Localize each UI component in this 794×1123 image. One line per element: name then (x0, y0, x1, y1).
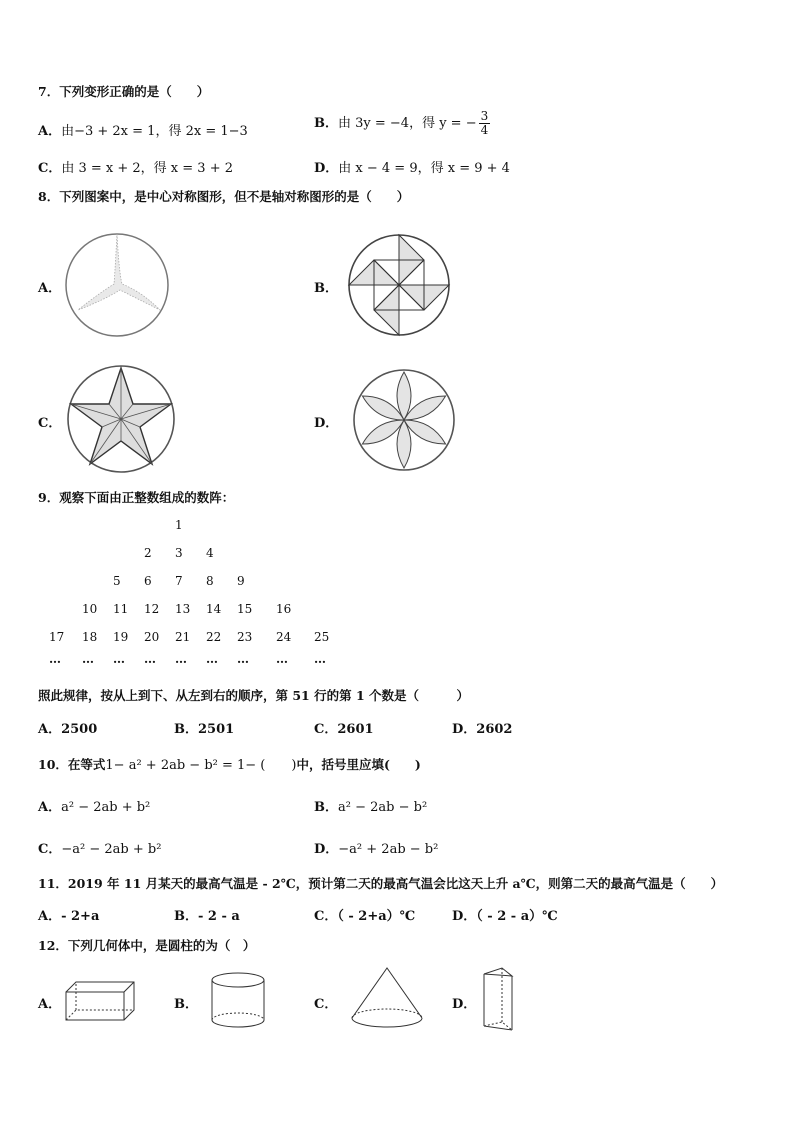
matrix-cell: 20 (144, 630, 160, 644)
q9-option-d[interactable]: D．2602 (452, 722, 513, 737)
six-petal-flower-in-circle-icon[interactable] (352, 368, 456, 472)
matrix-cell: 6 (144, 574, 152, 588)
matrix-cell: 8 (206, 574, 214, 588)
q10-stem: 10．在等式1− a² + 2ab − b² = 1− ( )中，括号里应填( ) (38, 757, 421, 773)
q10-option-c[interactable]: C．−a² − 2ab + b² (38, 842, 162, 857)
matrix-cell: … (144, 652, 156, 666)
q12-option-a-label[interactable]: A． (38, 997, 62, 1012)
cylinder-icon[interactable] (210, 972, 266, 1030)
q11-stem: 11．2019 年 11 月某天的最高气温是 - 2℃，预计第二天的最高气温会比这天上升 a℃，则第二天的最高气温是（ ） (38, 876, 724, 891)
triangular-prism-icon[interactable] (480, 966, 516, 1034)
rectangular-prism-icon[interactable] (64, 980, 136, 1022)
matrix-cell: 1 (175, 518, 183, 532)
q11-option-d[interactable]: D．（ - 2 - a）℃ (452, 909, 558, 924)
matrix-cell: 21 (175, 630, 191, 644)
matrix-cell: … (175, 652, 187, 666)
q7-option-a[interactable]: A．由−3 + 2x = 1，得 2x = 1−3 (38, 124, 248, 139)
matrix-cell: … (314, 652, 326, 666)
fraction: $\frac{3}{4}$ (480, 109, 489, 137)
matrix-cell: … (82, 652, 94, 666)
q11-option-b[interactable]: B．- 2 - a (174, 909, 240, 924)
q7-option-c[interactable]: C．由 3 = x + 2，得 x = 3 + 2 (38, 161, 234, 176)
matrix-cell: 2 (144, 546, 152, 560)
matrix-cell: … (237, 652, 249, 666)
q12-stem: 12．下列几何体中，是圆柱的为（ ） (38, 938, 256, 953)
q9-stem: 9．观察下面由正整数组成的数阵： (38, 490, 235, 505)
q9-question: 照此规律，按从上到下、从左到右的顺序，第 51 行的第 1 个数是（ ） (38, 688, 470, 703)
matrix-cell: 13 (175, 602, 191, 616)
q7-stem: 7．下列变形正确的是（ ） (38, 84, 210, 99)
matrix-cell: 5 (113, 574, 121, 588)
q8-option-d-label[interactable]: D． (314, 416, 339, 431)
q7-option-d[interactable]: D．由 x − 4 = 9，得 x = 9 + 4 (314, 161, 510, 176)
q12-option-c-label[interactable]: C． (314, 997, 338, 1012)
matrix-cell: 25 (314, 630, 330, 644)
pinwheel-in-circle-icon[interactable] (346, 232, 452, 338)
q9-option-c[interactable]: C．2601 (314, 722, 374, 737)
q10-option-b[interactable]: B．a² − 2ab − b² (314, 800, 428, 815)
matrix-cell: … (206, 652, 218, 666)
matrix-cell: 11 (113, 602, 129, 616)
three-blade-star-in-circle-icon[interactable] (64, 232, 170, 338)
matrix-cell: 22 (206, 630, 222, 644)
matrix-cell: 19 (113, 630, 129, 644)
q10-option-a[interactable]: A．a² − 2ab + b² (38, 800, 151, 815)
q12-option-b-label[interactable]: B． (174, 997, 198, 1012)
q8-option-c-label[interactable]: C． (38, 416, 62, 431)
q9-option-b[interactable]: B．2501 (174, 722, 235, 737)
matrix-cell: 14 (206, 602, 222, 616)
q11-option-a[interactable]: A．- 2+a (38, 909, 100, 924)
five-point-star-in-circle-icon[interactable] (66, 364, 176, 474)
matrix-cell: 15 (237, 602, 253, 616)
matrix-cell: 10 (82, 602, 98, 616)
q12-option-d-label[interactable]: D． (452, 997, 477, 1012)
matrix-cell: 12 (144, 602, 160, 616)
matrix-cell: 16 (276, 602, 292, 616)
matrix-cell: 7 (175, 574, 183, 588)
q8-stem: 8．下列图案中，是中心对称图形，但不是轴对称图形的是（ ） (38, 189, 410, 204)
matrix-cell: 23 (237, 630, 253, 644)
matrix-cell: 3 (175, 546, 183, 560)
q11-option-c[interactable]: C．（ - 2+a）℃ (314, 909, 416, 924)
q7-option-b[interactable]: B．由 3y = −4，得 y = − $\frac{3}{4}$ (314, 109, 489, 137)
q8-option-a-label[interactable]: A． (38, 281, 62, 296)
matrix-cell: 9 (237, 574, 245, 588)
matrix-cell: 17 (49, 630, 65, 644)
matrix-cell: … (49, 652, 61, 666)
matrix-cell: 24 (276, 630, 292, 644)
q8-option-b-label[interactable]: B． (314, 281, 338, 296)
matrix-cell: … (113, 652, 125, 666)
matrix-cell: 4 (206, 546, 214, 560)
matrix-cell: 18 (82, 630, 98, 644)
q9-option-a[interactable]: A．2500 (38, 722, 98, 737)
q10-option-d[interactable]: D．−a² + 2ab − b² (314, 842, 439, 857)
matrix-cell: … (276, 652, 288, 666)
cone-icon[interactable] (350, 966, 424, 1030)
